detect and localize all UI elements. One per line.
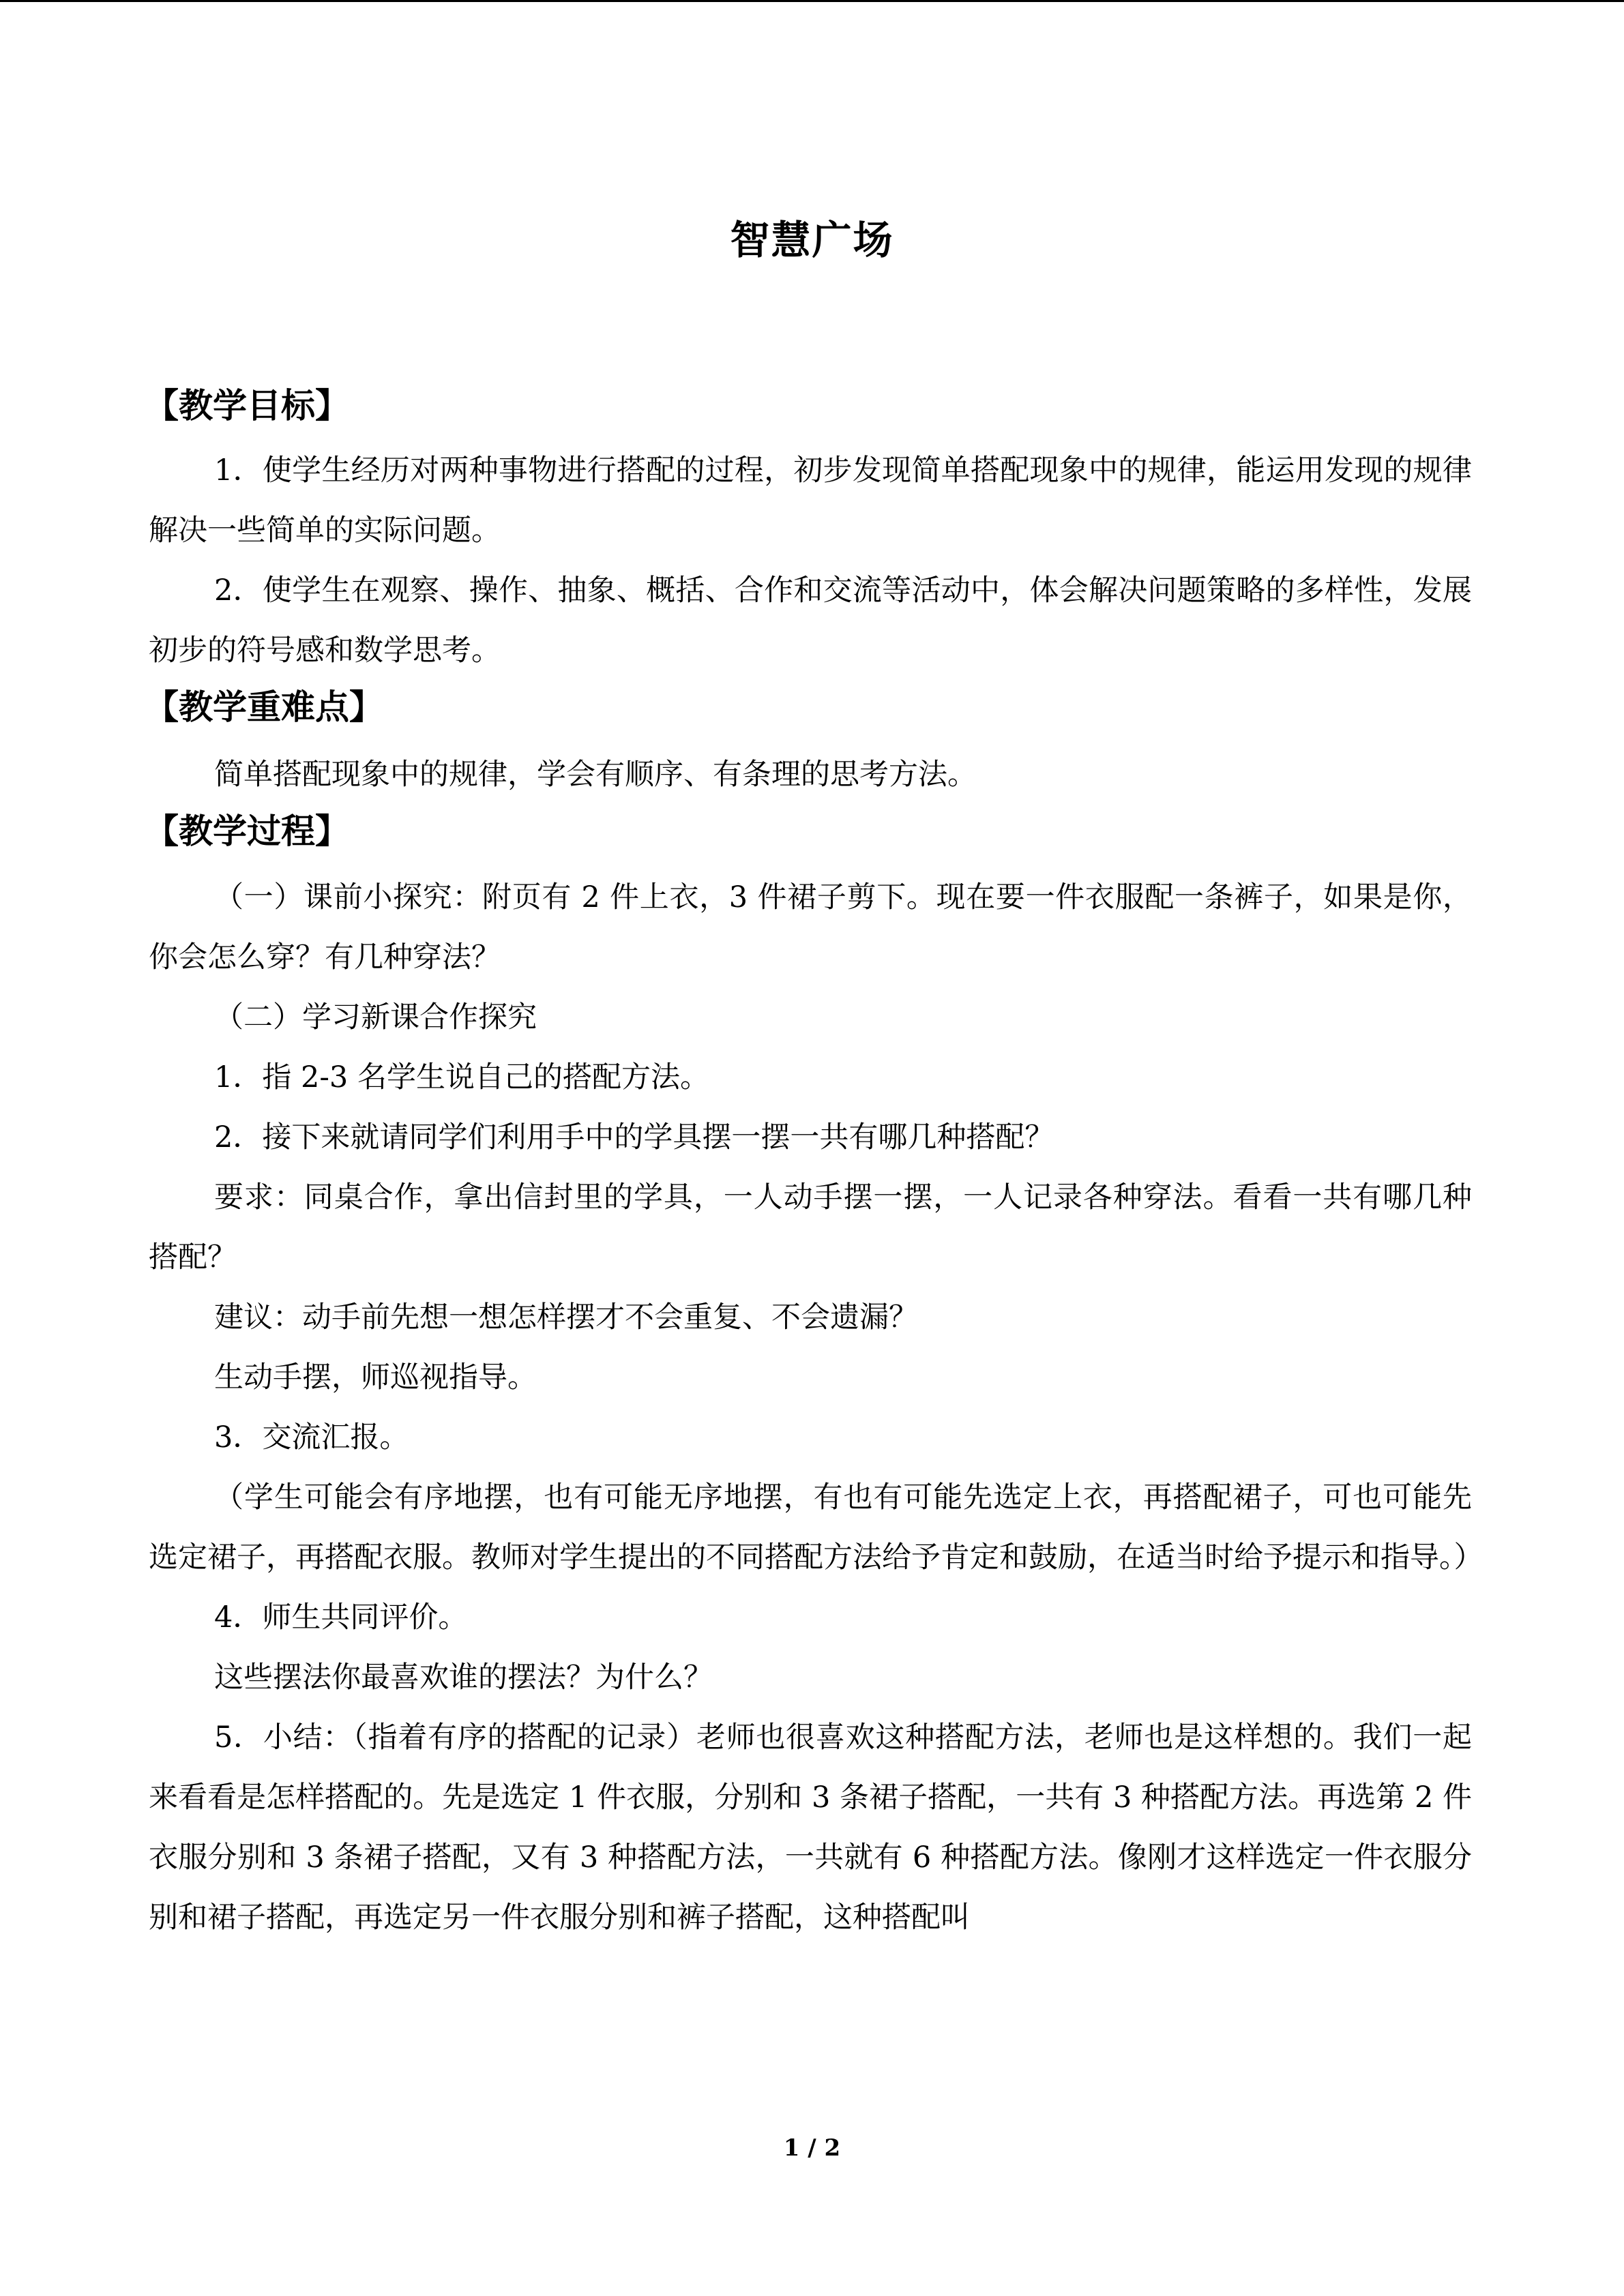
paragraph: 建议：动手前先想一想怎样摆才不会重复、不会遗漏？	[214, 1300, 918, 1335]
paragraph: 4．师生共同评价。	[214, 1600, 468, 1635]
paragraph: 1．使学生经历对两种事物进行搭配的过程，初步发现简单搭配现象中的规律，能运用发现的规律解决一些简单的实际问题。	[149, 453, 1472, 548]
paragraph: 2．接下来就请同学们利用手中的学具摆一摆一共有哪几种搭配？	[214, 1120, 1054, 1154]
heading-objectives: 【教学目标】	[145, 386, 349, 426]
heading-process: 【教学过程】	[145, 811, 349, 851]
page-number: 1 / 2	[783, 2134, 841, 2162]
paragraph: 3．交流汇报。	[214, 1420, 409, 1455]
document-body	[145, 382, 1483, 1948]
paragraph: 生动手摆，师巡视指导。	[214, 1360, 537, 1395]
paragraph: 要求：同桌合作，拿出信封里的学具，一人动手摆一摆，一人记录各种穿法。看看一共有哪几种搭配？	[149, 1180, 1472, 1274]
paragraph: （一）课前小探究：附页有 2 件上衣，3 件裙子剪下。现在要一件衣服配一条裤子，如果是你，你会怎么穿？有几种穿法？	[149, 880, 1472, 974]
paragraph: （二）学习新课合作探究	[214, 1000, 537, 1034]
heading-keypoints: 【教学重难点】	[145, 687, 383, 727]
paragraph: 简单搭配现象中的规律，学会有顺序、有条理的思考方法。	[214, 758, 977, 792]
paragraph: 这些摆法你最喜欢谁的摆法？为什么？	[214, 1660, 713, 1695]
top-border-line	[0, 0, 1624, 2]
page-title: 智慧广场	[730, 217, 894, 263]
paragraph: （学生可能会有序地摆，也有可能无序地摆，有也有可能先选定上衣，再搭配裙子，可也可能先选定裙子，再搭配衣服。教师对学生提出的不同搭配方法给予肯定和鼓励，在适当时给予提示和指导。）	[149, 1480, 1483, 1575]
paragraph: 2．使学生在观察、操作、抽象、概括、合作和交流等活动中，体会解决问题策略的多样性，发展初步的符号感和数学思考。	[149, 573, 1472, 668]
paragraph: 5．小结：（指着有序的搭配的记录）老师也很喜欢这种搭配方法，老师也是这样想的。我们一起来看看是怎样搭配的。先是选定 1 件衣服，分别和 3 条裙子搭配，一共有 3 种搭配方法。再选第 2 件衣服分别和 3 条裙子搭配，又有 3 种搭配方法，一共就有 6 种搭配方法。像刚才这样选定一件衣服分别和裙子搭配，再选定另一件衣服分别和裤子搭配，这种搭配叫	[149, 1720, 1472, 1935]
paragraph: 1．指 2-3 名学生说自己的搭配方法。	[214, 1060, 709, 1094]
